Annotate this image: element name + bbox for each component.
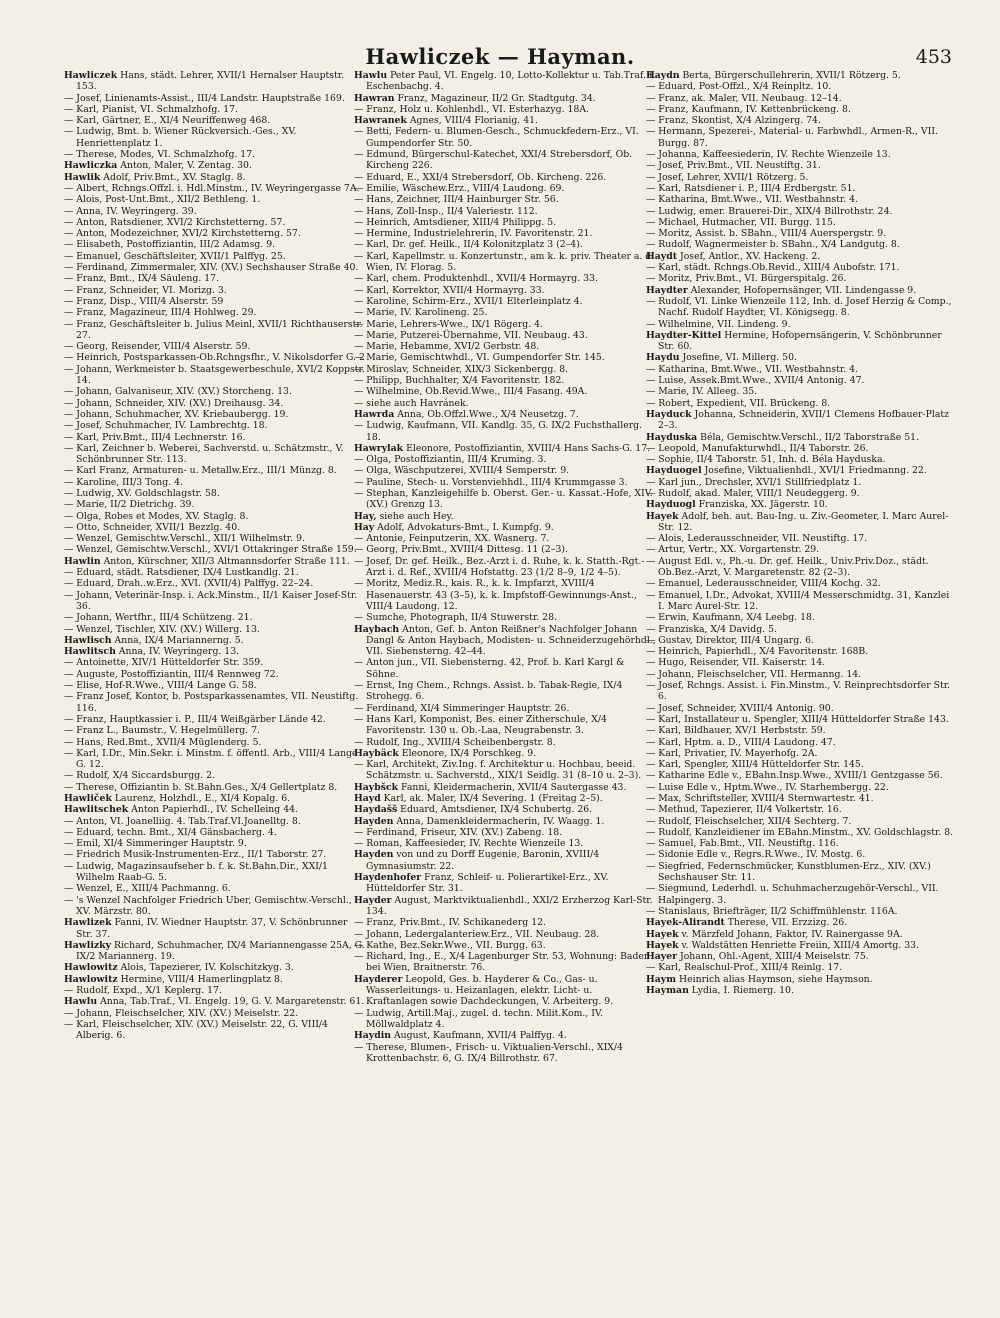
directory-entry: — Antonie, Feinputzerin, XX. Wasnerg. 7. (354, 533, 550, 545)
directory-entry: Hawranek Agnes, VIII/4 Florianig. 41. (354, 115, 538, 127)
directory-entry: — Ludwig, XV. Goldschlagstr. 58. (64, 487, 220, 499)
column-left (64, 70, 366, 1300)
directory-entry: — Pauline, Stech- u. Vorstenviehhdl., III/4 Krummgasse 3. (354, 476, 628, 488)
directory-entry: — Karl, Hptm. a. D., VIII/4 Laudong. 47. (646, 736, 836, 748)
directory-entry: — Artur, Vertr., XX. Vorgartenstr. 29. (646, 544, 820, 556)
directory-entry: Hayman Lydia, I. Riemerg. 10. (646, 985, 794, 997)
directory-entry: — Johann, Schuhmacher, XV. Kriebaubergg. 19. (64, 408, 289, 420)
directory-entry: — Luise, Assek.Bmt.Wwe., XVII/4 Antonig. 47. (646, 375, 865, 387)
directory-entry: — Heinrich, Papierhdl., X/4 Favoritenstr. 168B. (646, 646, 869, 658)
directory-entry: — Richard, Ing., E., X/4 Lagenburger Str. 53, Wohnung: Baden bei Wien, Braitnerstr. 76. (354, 951, 650, 974)
directory-entry: — Ferdinand, Zimmermaler, XIV. (XV.) Sechshauser Straße 40. (64, 262, 359, 274)
directory-entry: Hawlu Peter Paul, VI. Engelg. 10, Lotto-Kollektur u. Tab.Traf. I. Eschenbachg. 4. (354, 70, 656, 93)
directory-entry: — Franz, Magazineur, III/4 Hohlweg. 29. (64, 307, 257, 319)
directory-entry: — Eduard, Post-Offzl., X/4 Reinpltz. 10. (646, 81, 832, 93)
directory-entry: — Philipp, Buchhalter, X/4 Favoritenstr. 182. (354, 375, 565, 387)
directory-entry: — Kathe, Bez.Sekr.Wwe., VII. Burgg. 63. (354, 939, 546, 951)
directory-entry: — Ernst, Ing Chem., Rchngs. Assist. b. Tabak-Regie, IX/4 Strohegg. 6. (354, 680, 623, 703)
directory-entry: — Rudolf, VI. Linke Wienzeile 112, Inh. d. Josef Herzig & Comp., Nachf. Rudolf Haydter, VI. Königsegg. 8. (646, 295, 952, 319)
directory-entry: Hayderer Leopold, Ges. b. Hayderer & Co., Gas- u. Wasserleitungs- u. Heizanlagen, elektr. Licht- u. Kraftanlagen sowie Dachdeckungen, V. Arbeiterg. 9. (354, 973, 614, 1008)
directory-entry: — Marie, Hebamme, XVI/2 Gerbstr. 48. (354, 341, 540, 353)
directory-entry: — Johanna, Kaffeesiederin, IV. Rechte Wienzeile 13. (646, 149, 891, 161)
directory-entry: — Karl, Spengler, XIII/4 Hütteldorfer Str. 145. (646, 759, 864, 771)
directory-entry: Hawlik Adolf, Priv.Bmt., XV. Staglg. 8. (64, 171, 246, 183)
directory-entry: — Alois, Lederausschneider, VII. Neustiftg. 17. (646, 533, 868, 545)
directory-entry: — Therese, Blumen-, Frisch- u. Viktualien-Verschl., XIX/4 Krottenbachstr. 6, G. IX/4 Billrothstr. 67. (354, 1041, 623, 1064)
directory-entry: Hawran Franz, Magazineur, II/2 Gr. Stadtgutg. 34. (354, 92, 596, 104)
directory-entry: — Moritz, Assist. b. SBahn., VIII/4 Auerspergstr. 9. (646, 228, 887, 240)
directory-entry: — Siegfried, Federnschmücker, Kunstblumen-Erz., XIV. (XV.) Sechshauser Str. 11. (646, 860, 931, 884)
directory-entry: — Franz, ak. Maler, VII. Neubaug. 12–14. (646, 92, 842, 104)
directory-entry: — Franz, Holz u. Kohlenhdl., VI. Esterhazyg. 18A. (354, 103, 590, 115)
directory-entry: Hayek-Alirandt Therese, VII. Erzzizg. 26. (646, 917, 848, 929)
directory-entry: — Karl, Architekt, Ziv.Ing. f. Architektur u. Hochbau, beeid. Schätzmstr. u. Sachverstd., XIX/1 Seidlg. 31 (8–10 u. 2–3). (354, 759, 642, 782)
directory-entry: — Johann, Wertfhr., III/4 Schützeng. 21. (64, 612, 253, 624)
directory-entry: — Karl, Zeichner b. Weberei, Sachverstd. u. Schätzmstr., V. Schönbrunner Str. 113. (64, 442, 344, 466)
directory-entry: — Josef, Priv.Bmt., VII. Neustiftg. 31. (646, 160, 821, 172)
directory-entry: — Wilhelmine, VII. Lindeng. 9. (646, 318, 791, 330)
directory-entry: — Karoline, III/3 Tong. 4. (64, 476, 183, 488)
directory-entry: — Josef, Schneider, XVIII/4 Antonig. 90. (646, 702, 834, 714)
directory-entry: — Josef, Linienamts-Assist., III/4 Landstr. Hauptstraße 169. (64, 92, 345, 104)
directory-entry: Hawrda Anna, Ob.Offzl.Wwe., X/4 Neusetzg. 7. (354, 408, 579, 420)
directory-entry: Hawlitschek Anton Papierhdl., IV. Schelleing 44. (64, 804, 298, 816)
directory-entry: — Hans, Red.Bmt., XVII/4 Müglenderg. 5. (64, 736, 262, 748)
directory-entry: Hayduogel Josefine, Viktualienhdl., XVI/1 Friedmanng. 22. (646, 465, 927, 477)
directory-entry: — Therese, Modes, VI. Schmalzhofg. 17. (64, 149, 256, 161)
directory-entry: — Karl, Fleischselcher, XIV. (XV.) Meiselstr. 22, G. VIII/4 Alberig. 6. (64, 1018, 328, 1042)
directory-entry: — Ludwig, Bmt. b. Wiener Rückversich.-Ges., XV. Henriettenplatz 1. (64, 126, 297, 149)
directory-entry: Haydu Josefine, VI. Millerg. 50. (646, 352, 797, 364)
directory-entry: — Gustav, Direktor, III/4 Ungarg. 6. (646, 634, 814, 646)
directory-entry: Haym Heinrich alias Haymson, siehe Haymson. (646, 973, 873, 985)
directory-entry: — Rudolf, X/4 Siccardsburgg. 2. (64, 770, 215, 782)
directory-entry: — Stephan, Kanzleigehilfe b. Oberst. Ger.- u. Kassat.-Hofe, XIV. (XV.) Grenzg 13. (354, 487, 653, 511)
directory-entry: — Marie, Gemischtwhdl., VI. Gumpendorfer Str. 145. (354, 352, 605, 364)
directory-entry: — Elisabeth, Postoffiziantin, III/2 Adamsg. 9. (64, 239, 276, 251)
directory-entry: — Leopold, Manufakturwhdl., II/4 Taborstr. 26. (646, 442, 869, 454)
directory-entry: — Franz, Priv.Bmt., IV. Schikanederg 12. (354, 917, 546, 929)
directory-entry: — Elise, Hof-R.Wwe., VIII/4 Lange G. 58. (64, 680, 257, 692)
directory-entry: — Albert, Rchngs.Offzl. i. Hdl.Minstm., IV. Weyringergasse 7A. (64, 182, 360, 194)
directory-entry: — Josef, Schuhmacher, IV. Lambrechtg. 18. (64, 420, 268, 432)
directory-entry: — Josef, Dr. gef. Heilk., Bez.-Arzt i. d. Ruhe, k. k. Statth.-Rgt.-Arzt i. d. Ref., XVIII/4 Hofstattg. 23 (1/2 8–9, 1/2 4–5). (354, 555, 645, 579)
directory-entry: — Friedrich Musik-Instrumenten-Erz., II/1 Taborstr. 27. (64, 849, 327, 861)
directory-entry: — Antoinette, XIV/1 Hütteldorfer Str. 359. (64, 657, 264, 669)
directory-entry: Haybach Anton, Gef. b. Anton Reißner's Nachfolger Johann Dangl & Anton Haybach, Modisten- u. Schneiderzugehörhdl., VII. Siebensterng. 42–44. (354, 623, 656, 658)
directory-entry: — Hans, Zoll-Insp., II/4 Valeriestr. 112. (354, 205, 538, 217)
directory-entry: — Eduard, E., XXI/4 Strebersdorf, Ob. Kircheng. 226. (354, 171, 607, 183)
directory-entry: — Marie, Lehrers-Wwe., IX/1 Rögerg. 4. (354, 318, 544, 330)
directory-entry: Haydenhofer Franz, Schleif- u. Polierartikel-Erz., XV. Hütteldorfer Str. 31. (354, 872, 609, 895)
directory-entry: Hawlizky Richard, Schuhmacher, IX/4 Mariannengasse 25A, G. IX/2 Mariannerg. 19. (64, 939, 365, 963)
directory-entry: — Marie, Putzerei-Übernahme, VII. Neubaug. 43. (354, 329, 588, 341)
directory-entry: — Karl, I.Dr., Min.Sekr. i. Minstm. f. öffentl. Arb., VIII/4 Lange G. 12. (64, 747, 358, 771)
directory-entry: — Franziska, X/4 Davidg. 5. (646, 623, 777, 635)
directory-entry: — Karl, Bildhauer, XV/1 Herbststr. 59. (646, 725, 826, 737)
directory-entry: Haydin August, Kaufmann, XVII/4 Palffyg. 4. (354, 1030, 567, 1042)
directory-entry: — Ludwig, Artill.Maj., zugel. d. techn. Milit.Kom., IV. Möllwaldplatz 4. (354, 1007, 603, 1030)
directory-entry: Haydter-Kittel Hermine, Hofopernsängerin, V. Schönbrunner Str. 60. (646, 329, 942, 353)
directory-entry: — Hermann, Spezerei-, Material- u. Farbwhdl., Armen-R., VII. Burgg. 87. (646, 126, 938, 149)
running-head-title: Hawliczek — Hayman. (365, 44, 635, 69)
directory-entry: — Hans, Zeichner, III/4 Hainburger Str. 56. (354, 194, 559, 206)
directory-entry: Hayden Anna, Damenkleidermacherin, IV. Waagg. 1. (354, 815, 605, 827)
directory-entry: — Rudolf, Ing., XVIII/4 Scheibenbergstr. 8. (354, 736, 556, 748)
directory-entry: Haybäck Eleonore, IX/4 Porschkeg. 9. (354, 747, 537, 759)
directory-entry: Hawliczek Hans, städt. Lehrer, XVII/1 Hernalser Hauptstr. 153. (64, 70, 345, 93)
directory-entry: — Ferdinand, Friseur, XIV. (XV.) Zabeng. 18. (354, 826, 563, 838)
directory-entry: — Sophie, II/4 Taborstr. 51, Inh. d. Béla Hayduska. (646, 454, 886, 466)
directory-entry: — Karl, Installateur u. Spengler, XIII/4 Hütteldorfer Straße 143. (646, 713, 949, 725)
directory-entry: — Karl, Priv.Bmt., III/4 Lechnerstr. 16. (64, 431, 246, 443)
directory-entry: Haybšck Fanni, Kleidermacherin, XVII/4 Sautergasse 43. (354, 781, 627, 793)
directory-entry: — Sumche, Photograph, II/4 Stuwerstr. 28. (354, 612, 557, 624)
directory-entry: — Karl, Ratsdiener i. P., III/4 Erdbergstr. 51. (646, 182, 856, 194)
directory-entry: Hawliček Laurenz, Holzhdl., E., XI/4 Kopalg. 6. (64, 793, 291, 804)
directory-entry: — Franz, Kaufmann, IV. Kettenbrückeng. 8. (646, 103, 851, 115)
directory-entry: — Katharine Edle v., EBahn.Insp.Wwe., XVIII/1 Gentzgasse 56. (646, 770, 943, 782)
directory-entry: — Stanislaus, Briefträger, II/2 Schiffmühlenstr. 116A. (646, 905, 898, 917)
directory-entry: Hawrylak Eleonore, Postoffiziantin, XVIII/4 Hans Sachs-G. 17. (354, 442, 651, 454)
directory-entry: — Franz, Skontist, X/4 Alzingerg. 74. (646, 115, 821, 127)
directory-entry: — Franz, Disp., VIII/4 Alserstr. 59 (64, 295, 224, 307)
directory-entry: — Erwin, Kaufmann, X/4 Leebg. 18. (646, 612, 815, 624)
directory-entry: — Johann, Galvaniseur, XIV. (XV.) Storcheng. 13. (64, 386, 292, 398)
page-number: 453 (915, 46, 952, 68)
directory-entry: Hawliczka Anton, Maler, V. Zentag. 30. (64, 160, 252, 172)
directory-entry: — Emanuel, I.Dr., Advokat, XVIII/4 Messerschmidtg. 31, Kanzlei I. Marc Aurel-Str. 12. (646, 589, 950, 612)
directory-entry: — Robert, Expedient, VII. Brückeng. 8. (646, 397, 831, 409)
directory-entry: — Josef, Lehrer, XVII/1 Rötzerg. 5. (646, 171, 809, 183)
directory-entry: Hayden von und zu Dorff Eugenie, Baronin, XVIII/4 Gymnasiumstr. 22. (354, 849, 600, 872)
directory-entry: — Max, Schriftsteller, XVIII/4 Sternwartestr. 41. (646, 793, 874, 804)
directory-entry: Hayek v. Märzfeld Johann, Faktor, IV. Rainergasse 9A. (646, 928, 903, 940)
directory-entry: — Heinrich, Amtsdiener, XIII/4 Philippg. 5. (354, 216, 557, 228)
directory-entry: Hawlowitz Alois, Tapezierer, IV. Kolschitzkyg. 3. (64, 962, 294, 974)
directory-entry: — Katharina, Bmt.Wwe., VII. Westbahnstr. 4. (646, 363, 859, 375)
directory-entry: Haydter Alexander, Hofopernsänger, VII. Lindengasse 9. (646, 284, 917, 296)
directory-entry: — Franz, Schneider, VI. Morizg. 3. (64, 284, 227, 296)
directory-entry: — Ludwig, emer. Brauerei-Dir., XIX/4 Billrothstr. 24. (646, 205, 893, 217)
directory-entry: — Wenzel, E., XIII/4 Pachmanng. 6. (64, 883, 231, 895)
directory-entry: — Eduard, Drah..w.Erz., XVI. (XVII/4) Palffyg. 22–24. (64, 578, 314, 590)
directory-entry: Haydn Berta, Bürgerschullehrerin, XVII/1 Rötzerg. 5. (646, 70, 901, 81)
directory-entry: — Anton, Modezeichner, XVI/2 Kirchstetterng. 57. (64, 228, 301, 240)
directory-entry: — Heinrich, Postsparkassen-Ob.Rchngsfhr., V. Nikolsdorfer G. 2 (64, 352, 365, 364)
directory-entry: Hayek v. Waldstätten Henriette Freiin, XIII/4 Amortg. 33. (646, 939, 920, 951)
column-middle (354, 70, 656, 1300)
directory-entry: Hayer Johann, Ohl.-Agent, XIII/4 Meiselstr. 75. (646, 951, 869, 963)
directory-entry: — Johann, Schneider, XIV. (XV.) Dreihausg. 34. (64, 397, 284, 409)
directory-entry: Hawlin Anton, Kürschner, XII/3 Altmannsdorfer Straße 111. (64, 555, 350, 567)
directory-entry: — 's Wenzel Nachfolger Friedrich Uber, Gemischtw.-Verschl., XV. Märzstr. 80. (64, 894, 352, 917)
directory-entry: — Siegmund, Lederhdl. u. Schuhmacherzugehör-Verschl., VII. Halpingerg. 3. (646, 883, 939, 906)
directory-entry: Hawlitsch Anna, IV. Weyringerg. 13. (64, 646, 240, 658)
directory-entry: Hay, siehe auch Hey. (354, 510, 454, 522)
directory-entry: — Ludwig, Magazinsaufseher b. f. k. St.Bahn.Dir., XXI/1 Wilhelm Raab-G. 5. (64, 860, 328, 884)
directory-entry: Hawlizek Fanni, IV. Wiedner Hauptstr. 37, V. Schönbrunner Str. 37. (64, 917, 348, 940)
directory-entry: — Alois, Post-Unt.Bmt., XII/2 Bethleng. 1. (64, 194, 261, 206)
directory-entry: — Emil, XI/4 Simmeringer Hauptstr. 9. (64, 838, 247, 850)
directory-entry: — Ludwig, Kaufmann, VII. Kandlg. 35, G. IX/2 Fuchsthallerg. 18. (354, 420, 643, 443)
directory-entry: — Karl, Pianist, VI. Schmalzhofg. 17. (64, 103, 238, 115)
directory-entry: Haydašš Eduard, Amtsdiener, IX/4 Schubertg. 26. (354, 804, 593, 816)
directory-entry: — Marie, IV. Alleeg. 35. (646, 386, 758, 398)
directory-entry: — Johann, Ledergalanteriew.Erz., VII. Neubaug. 28. (354, 928, 600, 940)
directory-entry: — Karl, chem. Produktenhdl., XVII/4 Hormayrg. 33. (354, 273, 598, 285)
directory-entry: — Wilhelmine, Ob.Revid.Wwe., III/4 Fasang. 49A. (354, 386, 588, 398)
directory-entry: — Georg, Priv.Bmt., XVIII/4 Dittesg. 11 (2–3). (354, 544, 568, 556)
directory-entry: — Karoline, Schirm-Erz., XVII/1 Elterleinplatz 4. (354, 295, 583, 307)
directory-entry: — Johann, Fleischselcher, XIV. (XV.) Meiselstr. 22. (64, 1007, 299, 1019)
directory-entry: Hawlu Anna, Tab.Traf., VI. Engelg. 19, G. V. Margaretenstr. 61. (64, 996, 365, 1008)
directory-entry: Hay Adolf, Advokaturs-Bmt., I. Kumpfg. 9. (354, 521, 554, 533)
directory-entry: — Wenzel, Gemischtw.Verschl., XII/1 Wilhelmstr. 9. (64, 533, 305, 545)
directory-entry: — Wenzel, Tischler, XIV. (XV.) Willerg. 13. (64, 623, 260, 635)
directory-entry: — Marie, II/2 Dietrichg. 39. (64, 499, 195, 511)
directory-entry: — Luise Edle v., Hptm.Wwe., IV. Starhembergg. 22. (646, 781, 889, 793)
directory-entry: Hawlowitz Hermine, VIII/4 Hamerlingplatz 8. (64, 973, 283, 985)
directory-entry: — Ferdinand, XI/4 Simmeringer Hauptstr. 26. (354, 702, 570, 714)
directory-entry: — Olga, Robes et Modes, XV. Staglg. 8. (64, 510, 249, 522)
directory-entry: — Karl, städt. Rchngs.Ob.Revid., XIII/4 Aubofstr. 171. (646, 262, 900, 274)
directory-entry: — Hugo, Reisender, VII. Kaiserstr. 14. (646, 657, 826, 669)
directory-entry: — Wenzel, Gemischtw.Verschl., XVI/1 Ottakringer Straße 159. (64, 544, 357, 556)
directory-entry: — Emanuel, Lederausschneider, VIII/4 Kochg. 32. (646, 578, 881, 590)
directory-entry: — Franz L., Baumstr., V. Hegelmüllerg. 7. (64, 725, 261, 737)
directory-entry: — Johann, Veterinär-Insp. i. Ack.Minstm., II/1 Kaiser Josef-Str. 36. (64, 589, 358, 612)
directory-entry: Hayduogl Franziska, XX. Jägerstr. 10. (646, 499, 828, 511)
directory-entry: — August Edl. v., Ph.-u. Dr. gef. Heilk., Univ.Priv.Doz., städt. Ob.Bez.-Arzt, V. Margaretenstr. 82 (2–3). (646, 555, 929, 579)
directory-entry: — siehe auch Havránek. (354, 397, 469, 409)
directory-entry: — Franz, Bmt., IX/4 Säuleng. 17. (64, 273, 220, 285)
directory-entry: — Franz, Hauptkassier i. P., III/4 Weißgärber Lände 42. (64, 713, 326, 725)
directory-entry: — Rudolf, akad. Maler, VIII/1 Neudeggerg. 9. (646, 487, 860, 499)
directory-entry: — Miroslav, Schneider, XIX/3 Sickenbergg. 8. (354, 363, 569, 375)
directory-entry: — Sidonie Edle v., Regrs.R.Wwe., IV. Mostg. 6. (646, 849, 866, 861)
directory-entry: — Eduard, techn. Bmt., XI/4 Gänsbacherg. 4. (64, 826, 277, 838)
directory-entry: — Moritz, Mediz.R., kais. R., k. k. Impfarzt, XVIII/4 Hasenauerstr. 43 (3–5), k. k. Impfstoff-Gewinnungs-Anst., VIII/4 Laudong. 12. (354, 578, 637, 612)
directory-entry: — Johann, Werkmeister b. Staatsgewerbeschule, XVI/2 Koppstr. 14. (64, 363, 365, 387)
directory-entry: — Roman, Kaffeesieder, IV. Rechte Wienzeile 13. (354, 838, 584, 850)
directory-entry: — Franz Josef, Kontor, b. Postsparkassenamtes, VII. Neustiftg. 116. (64, 691, 359, 714)
directory-entry: — Karl, Korrektor, XVII/4 Hormayrg. 33. (354, 284, 545, 296)
directory-entry: Haydt Josef, Antlor., XV. Hackeng. 2. (646, 250, 821, 262)
directory-entry: — Emilie, Wäschew.Erz., VIII/4 Laudong. 69. (354, 182, 565, 194)
directory-entry: — Eduard, städt. Ratsdiener, IX/4 Lustkandlg. 21. (64, 567, 299, 579)
directory-entry: — Josef, Rchngs. Assist. i. Fin.Minstm., V. Reinprechtsdorfer Str. 6. (646, 680, 951, 703)
directory-entry: — Hermine, Industrielehrerin, IV. Favoritenstr. 21. (354, 228, 593, 240)
directory-entry: — Rudolf, Wagnermeister b. SBahn., X/4 Landgutg. 8. (646, 239, 900, 251)
directory-entry: — Olga, Postoffiziantin, III/4 Kruming. 3. (354, 454, 547, 466)
directory-entry: — Karl, Privatier, IV. Mayerhofg. 2A. (646, 747, 818, 759)
directory-entry: — Johann, Fleischselcher, VII. Hermanng. 14. (646, 668, 862, 680)
directory-entry: Hawlisch Anna, IX/4 Mariannerng. 5. (64, 634, 244, 646)
directory-entry: Hayek Adolf, beh. aut. Bau-Ing. u. Ziv.-Geometer, I. Marc Aurel-Str. 12. (646, 510, 949, 533)
directory-entry: Hayduska Béla, Gemischtw.Verschl., II/2 Taborstraße 51. (646, 431, 920, 443)
directory-entry: — Samuel, Fab.Bmt., VII. Neustiftg. 116. (646, 838, 839, 850)
directory-entry: — Auguste, Postoffiziantin, III/4 Rennweg 72. (64, 668, 279, 680)
directory-entry: — Moritz, Priv.Bmt., VI. Bürgerspitalg. 26. (646, 273, 847, 285)
directory-entry: — Karl Franz, Armaturen- u. Metallw.Erz., III/1 Münzg. 8. (64, 465, 337, 477)
directory-entry: — Karl, Gärtner, E., XI/4 Neuriffenweg 468. (64, 115, 271, 127)
directory-entry: — Hans Karl, Komponist, Bes. einer Zitherschule, X/4 Favoritenstr. 130 u. Ob.-Laa, Neugrabenstr. 3. (354, 713, 607, 737)
directory-entry: — Marie, IV. Karolineng. 25. (354, 307, 488, 319)
directory-entry: — Karl, Kapellmstr. u. Konzertunstr., am k. k. priv. Theater a. d. Wien, IV. Florag. 5. (354, 250, 655, 274)
column-right (646, 70, 958, 1300)
directory-entry: — Karl, Realschul-Prof., XIII/4 Reinlg. 17. (646, 962, 843, 974)
directory-entry: — Edmund, Bürgerschul-Katechet, XXI/4 Strebersdorf, Ob. Kircheng 226. (354, 149, 633, 172)
directory-entry: — Karl jun., Drechsler, XVI/1 Stillfriedplatz 1. (646, 476, 862, 488)
directory-entry: — Georg, Reisender, VIII/4 Alserstr. 59. (64, 341, 251, 353)
directory-entry: — Anton, VI. Joanelliig. 4. Tab.Traf.VI.Joanelltg. 8. (64, 815, 301, 827)
directory-entry: Hayder August, Marktviktualienhdl., XXI/2 Erzherzog Karl-Str. 134. (354, 894, 653, 917)
directory-entry: — Anton jun., VII. Siebensterng. 42, Prof. b. Karl Kargl & Söhne. (354, 657, 625, 680)
directory-entry: — Olga, Wäschputzerei, XVIII/4 Semperstr. 9. (354, 465, 570, 477)
directory-entry: — Methud, Tapezierer, II/4 Volkertstr. 16. (646, 804, 842, 816)
directory-entry: — Franz, Geschäftsleiter b. Julius Meinl, XVII/1 Richthauserstr. 27. (64, 318, 363, 341)
directory-entry: — Michael, Hutmacher, VII. Burgg. 115. (646, 216, 836, 228)
directory-entry: — Anton, Ratsdiener, XVI/2 Kirchstetterng. 57. (64, 216, 286, 228)
directory-entry: — Rudolf, Fleischselcher, XII/4 Sechterg. 7. (646, 815, 852, 827)
directory-entry: Hayduck Johanna, Schneiderin, XVII/1 Clemens Hofbauer-Platz 2–3. (646, 408, 950, 432)
directory-entry: — Emanuel, Geschäftsleiter, XVII/1 Palffyg. 25. (64, 250, 286, 262)
directory-entry: — Betti, Federn- u. Blumen-Gesch., Schmuckfedern-Erz., VI. Gumpendorfer Str. 50. (354, 126, 639, 149)
directory-entry: — Rudolf, Expd., X/1 Keplerg. 17. (64, 985, 222, 997)
directory-entry: — Therese, Offiziantin b. St.Bahn.Ges., X/4 Gellertplatz 8. (64, 781, 338, 793)
directory-entry: Hayd Karl, ak. Maler, IX/4 Severing. 1 (Freitag 2–5). (354, 793, 603, 804)
directory-entry: — Otto, Schneider, XVII/1 Bezzlg. 40. (64, 521, 241, 533)
directory-entry: — Katharina, Bmt.Wwe., VII. Westbahnstr. 4. (646, 194, 859, 206)
directory-entry: — Rudolf, Kanzleidiener im EBahn.Minstm., XV. Goldschlagstr. 8. (646, 826, 954, 838)
directory-entry: — Karl, Dr. gef. Heilk., II/4 Kolonitzplatz 3 (2–4). (354, 239, 583, 251)
directory-entry: — Anna, IV. Weyringerg. 39. (64, 205, 197, 217)
